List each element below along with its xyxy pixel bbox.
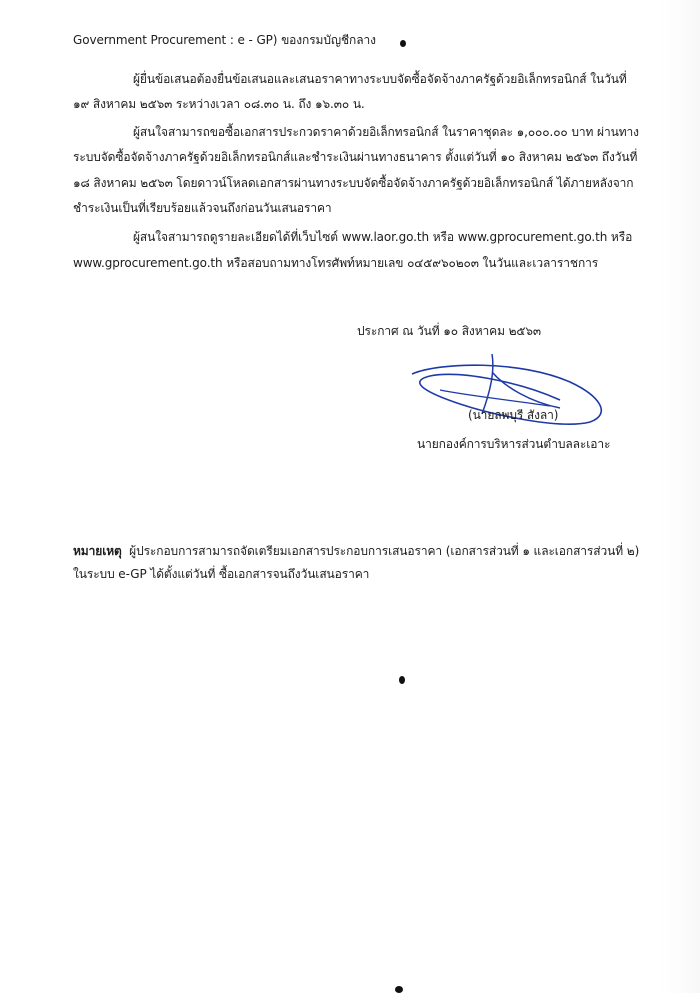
paragraph3-line2: www.gprocurement.go.th หรือสอบถามทางโทรศัพท์หมายเลข ๐๔๕๙๖๐๒๐๓ ในวันและเวลาราชการ	[73, 256, 599, 270]
signatory-name: (นายลพบุรี สังลา)	[468, 408, 559, 422]
note-line2: ในระบบ e-GP ได้ตั้งแต่วันที่ ซื้อเอกสารจนถึงวันเสนอราคา	[73, 567, 370, 581]
paragraph2-line2: ระบบจัดซื้อจัดจ้างภาครัฐด้วยอิเล็กทรอนิกส์และชำระเงินผ่านทางธนาคาร ตั้งแต่วันที่ ๑๐ สิงหาคม ๒๕๖๓ ถึงวันที่	[73, 150, 638, 164]
paragraph2-line4: ชำระเงินเป็นที่เรียบร้อยแล้วจนถึงก่อนวันเสนอราคา	[73, 201, 332, 215]
scan-speck	[400, 40, 406, 47]
paragraph1-line2: ๑๙ สิงหาคม ๒๕๖๓ ระหว่างเวลา ๐๘.๓๐ น. ถึง ๑๖.๓๐ น.	[73, 97, 365, 111]
header-line: Government Procurement : e - GP) ของกรมบัญชีกลาง	[73, 33, 376, 47]
note-text-1: ผู้ประกอบการสามารถจัดเตรียมเอกสารประกอบการเสนอราคา (เอกสารส่วนที่ ๑ และเอกสารส่วนที่ ๒)	[129, 544, 640, 558]
note-label: หมายเหตุ	[73, 544, 122, 558]
announcement-date: ประกาศ ณ วันที่ ๑๐ สิงหาคม ๒๕๖๓	[357, 324, 542, 338]
scan-speck	[399, 676, 405, 684]
scan-shadow	[660, 0, 700, 993]
note-line1	[73, 543, 639, 559]
paragraph2-line3: ๑๘ สิงหาคม ๒๕๖๓ โดยดาวน์โหลดเอกสารผ่านทางระบบจัดซื้อจัดจ้างภาครัฐด้วยอิเล็กทรอนิกส์ ได้ภายหลังจาก	[73, 176, 634, 190]
paragraph1-line1: ผู้ยื่นข้อเสนอต้องยื่นข้อเสนอและเสนอราคาทางระบบจัดซื้อจัดจ้างภาครัฐด้วยอิเล็กทรอนิกส์ ในวันที่	[133, 72, 627, 86]
paragraph2-line1: ผู้สนใจสามารถขอซื้อเอกสารประกวดราคาด้วยอิเล็กทรอนิกส์ ในราคาชุดละ ๑,๐๐๐.๐๐ บาท ผ่านทาง	[133, 125, 639, 139]
signatory-position: นายกองค์การบริหารส่วนตำบลละเอาะ	[417, 437, 611, 451]
paragraph3-line1: ผู้สนใจสามารถดูรายละเอียดได้ที่เว็บไซต์ www.laor.go.th หรือ www.gprocurement.go.th หรือ	[133, 230, 633, 244]
scan-speck	[395, 986, 403, 993]
